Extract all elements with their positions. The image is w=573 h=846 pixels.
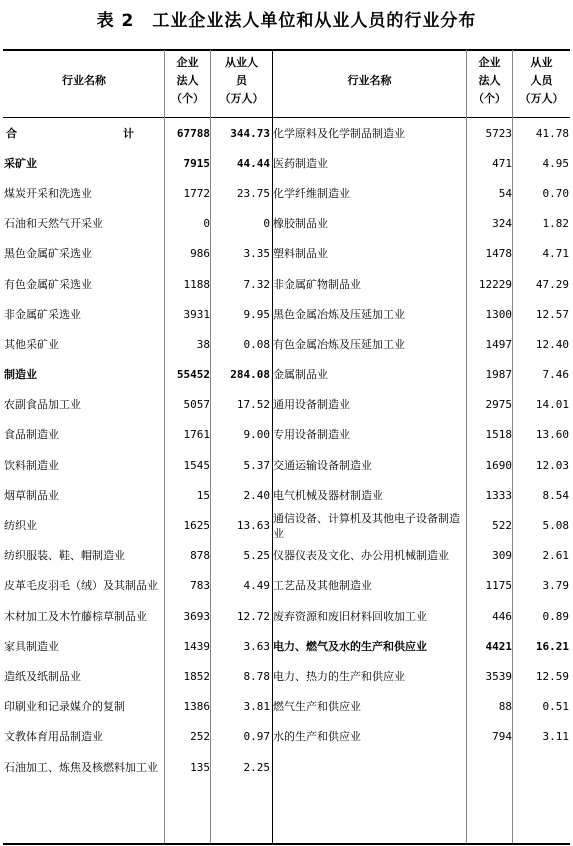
industry-name-cell: 仪器仪表及文化、办公用机械制造业	[273, 549, 449, 563]
industry-name-cell: 燃气生产和供应业	[273, 700, 361, 714]
employee-count-cell: 4.49	[243, 579, 270, 593]
table-row	[4, 178, 270, 208]
header-industry-name-left: 行业名称	[62, 74, 106, 87]
table-row	[273, 601, 569, 631]
table-row	[273, 178, 569, 208]
employee-count-cell: 7.46	[542, 368, 569, 382]
table-row	[4, 450, 270, 480]
enterprise-count-cell: 1545	[183, 458, 210, 472]
industry-name-cell: 电力、燃气及水的生产和供应业	[273, 639, 427, 653]
table-row	[273, 390, 569, 420]
enterprise-count-cell: 1175	[485, 579, 512, 593]
industry-name-cell: 印刷业和记录媒介的复制	[4, 700, 125, 714]
table-row	[4, 329, 270, 359]
table-row	[4, 480, 270, 510]
table-row	[4, 239, 270, 269]
employee-count-cell: 8.54	[542, 488, 569, 502]
enterprise-count-cell: 1690	[485, 458, 512, 472]
enterprise-count-cell: 1987	[485, 368, 512, 382]
employee-count-cell: 12.03	[535, 458, 569, 472]
employee-count-cell: 4.71	[542, 247, 569, 261]
industry-name-cell: 木材加工及木竹藤棕草制品业	[4, 609, 147, 623]
table-row	[273, 209, 569, 239]
industry-name-cell: 工艺品及其他制造业	[273, 579, 372, 593]
employee-count-cell: 1.82	[542, 217, 569, 231]
industry-name-cell: 橡胶制品业	[273, 217, 328, 231]
industry-name-cell: 煤炭开采和洗选业	[4, 186, 92, 200]
industry-name-cell: 合 计	[6, 126, 162, 140]
industry-name-cell: 烟草制品业	[4, 488, 59, 502]
table-row	[4, 269, 270, 299]
table-row	[4, 209, 270, 239]
industry-name-cell: 采矿业	[4, 156, 37, 170]
employee-count-cell: 9.95	[243, 307, 270, 321]
industry-name-cell: 石油加工、炼焦及核燃料加工业	[4, 760, 158, 774]
industry-name-cell: 皮革毛皮羽毛（绒）及其制品业	[4, 579, 158, 593]
industry-name-cell: 石油和天然气开采业	[4, 217, 103, 231]
enterprise-count-cell: 794	[492, 730, 512, 744]
enterprise-count-cell: 522	[492, 519, 512, 533]
table-row	[4, 390, 270, 420]
table-row	[273, 510, 569, 540]
industry-name-cell: 家具制造业	[4, 639, 59, 653]
industry-name-cell: 黑色金属冶炼及压延加工业	[273, 307, 405, 321]
employee-count-cell: 5.37	[243, 458, 270, 472]
table-row	[273, 722, 569, 752]
industry-name-cell: 文教体育用品制造业	[4, 730, 103, 744]
employee-count-cell: 5.08	[542, 519, 569, 533]
industry-name-cell: 有色金属矿采选业	[4, 277, 92, 291]
right-industry-table	[273, 118, 569, 752]
table-row	[4, 752, 270, 782]
table-top-rule	[3, 49, 570, 51]
table-row	[273, 631, 569, 661]
table-row	[4, 722, 270, 752]
enterprise-count-cell: 3539	[485, 669, 512, 683]
industry-name-cell: 黑色金属矿采选业	[4, 247, 92, 261]
table-row	[4, 299, 270, 329]
table-row	[4, 661, 270, 691]
employee-count-cell: 8.78	[243, 669, 270, 683]
table-row	[4, 541, 270, 571]
industry-name-cell: 其他采矿业	[4, 337, 59, 351]
enterprise-count-cell: 986	[190, 247, 210, 261]
industry-name-cell: 电气机械及器材制造业	[273, 488, 383, 502]
table-row	[273, 661, 569, 691]
employee-count-cell: 3.81	[243, 700, 270, 714]
industry-name-cell: 饮料制造业	[4, 458, 59, 472]
table-row	[4, 601, 270, 631]
industry-name-cell: 塑料制品业	[273, 247, 328, 261]
employee-count-cell: 12.59	[535, 669, 569, 683]
industry-name-cell: 纺织业	[4, 519, 37, 533]
table-title: 表 2 工业企业法人单位和从业人员的行业分布	[96, 11, 477, 31]
employee-count-cell: 0.51	[542, 700, 569, 714]
employee-count-cell: 284.08	[230, 368, 270, 382]
enterprise-count-cell: 1625	[183, 519, 210, 533]
table-row	[273, 480, 569, 510]
table-row	[273, 420, 569, 450]
enterprise-count-cell: 135	[190, 760, 210, 774]
table-row	[4, 510, 270, 540]
employee-count-cell: 12.72	[236, 609, 270, 623]
industry-name-cell: 交通运输设备制造业	[273, 458, 372, 472]
enterprise-count-cell: 5723	[485, 126, 512, 140]
industry-name-cell: 专用设备制造业	[273, 428, 350, 442]
enterprise-count-cell: 1439	[183, 639, 210, 653]
table-row	[273, 692, 569, 722]
enterprise-count-cell: 15	[196, 488, 210, 502]
industry-name-cell: 医药制造业	[273, 156, 328, 170]
employee-count-cell: 44.44	[236, 156, 270, 170]
table-row	[4, 571, 270, 601]
enterprise-count-cell: 54	[498, 186, 512, 200]
employee-count-cell: 0.70	[542, 186, 569, 200]
table-row	[273, 450, 569, 480]
enterprise-count-cell: 7915	[183, 156, 210, 170]
enterprise-count-cell: 1386	[183, 700, 210, 714]
employee-count-cell: 14.01	[535, 398, 569, 412]
enterprise-count-cell: 309	[492, 549, 512, 563]
employee-count-cell: 47.29	[535, 277, 569, 291]
table-row	[273, 571, 569, 601]
employee-count-cell: 13.63	[236, 519, 270, 533]
table-row	[4, 118, 270, 148]
enterprise-count-cell: 252	[190, 730, 210, 744]
industry-name-cell: 电力、热力的生产和供应业	[273, 669, 405, 683]
employee-count-cell: 2.61	[542, 549, 569, 563]
employee-count-cell: 12.40	[535, 337, 569, 351]
industry-name-cell: 造纸及纸制品业	[4, 669, 81, 683]
table-row	[273, 541, 569, 571]
header-enterprise-count-left: 企业 法人 （个）	[171, 56, 204, 105]
employee-count-cell: 0.89	[542, 609, 569, 623]
table-row	[273, 360, 569, 390]
industry-name-cell: 通用设备制造业	[273, 398, 350, 412]
employee-count-cell: 3.63	[243, 639, 270, 653]
table-row	[273, 329, 569, 359]
employee-count-cell: 3.35	[243, 247, 270, 261]
enterprise-count-cell: 783	[190, 579, 210, 593]
table-row	[4, 360, 270, 390]
table-row	[273, 269, 569, 299]
employee-count-cell: 23.75	[236, 186, 270, 200]
employee-count-cell: 344.73	[230, 126, 270, 140]
industry-name-cell: 农副食品加工业	[4, 398, 81, 412]
enterprise-count-cell: 12229	[478, 277, 512, 291]
header-employee-count-left: 从业人 员 （万人）	[219, 56, 264, 105]
enterprise-count-cell: 88	[498, 700, 512, 714]
enterprise-count-cell: 1772	[183, 186, 210, 200]
industry-name-cell: 非金属矿采选业	[4, 307, 81, 321]
enterprise-count-cell: 1188	[183, 277, 210, 291]
enterprise-count-cell: 67788	[176, 126, 210, 140]
industry-name-cell: 非金属矿物制品业	[273, 277, 361, 291]
enterprise-count-cell: 0	[203, 217, 210, 231]
enterprise-count-cell: 324	[492, 217, 512, 231]
industry-name-cell: 通信设备、计算机及其他电子设备制造业	[273, 511, 460, 540]
enterprise-count-cell: 1497	[485, 337, 512, 351]
employee-count-cell: 3.79	[542, 579, 569, 593]
enterprise-count-cell: 55452	[176, 368, 210, 382]
industry-name-cell: 纺织服装、鞋、帽制造业	[4, 549, 125, 563]
industry-name-cell: 金属制品业	[273, 368, 328, 382]
employee-count-cell: 0.08	[243, 337, 270, 351]
enterprise-count-cell: 3693	[183, 609, 210, 623]
enterprise-count-cell: 471	[492, 156, 512, 170]
industry-name-cell: 有色金属冶炼及压延加工业	[273, 337, 405, 351]
enterprise-count-cell: 5057	[183, 398, 210, 412]
table-row	[273, 148, 569, 178]
industry-name-cell: 制造业	[4, 368, 37, 382]
table-row	[273, 299, 569, 329]
industry-name-cell: 废弃资源和废旧材料回收加工业	[273, 609, 427, 623]
employee-count-cell: 2.25	[243, 760, 270, 774]
enterprise-count-cell: 2975	[485, 398, 512, 412]
enterprise-count-cell: 446	[492, 609, 512, 623]
employee-count-cell: 7.32	[243, 277, 270, 291]
enterprise-count-cell: 1300	[485, 307, 512, 321]
industry-name-cell: 化学原料及化学制品制造业	[273, 126, 405, 140]
employee-count-cell: 13.60	[535, 428, 569, 442]
enterprise-count-cell: 4421	[485, 639, 512, 653]
employee-count-cell: 12.57	[535, 307, 569, 321]
left-industry-table	[4, 118, 270, 782]
enterprise-count-cell: 1333	[485, 488, 512, 502]
employee-count-cell: 3.11	[542, 730, 569, 744]
header-employee-count-right: 从业 人员 （万人）	[519, 56, 564, 105]
employee-count-cell: 17.52	[236, 398, 270, 412]
employee-count-cell: 0	[263, 217, 270, 231]
header-enterprise-count-right: 企业 法人 （个）	[473, 56, 506, 105]
enterprise-count-cell: 878	[190, 549, 210, 563]
table-row	[4, 631, 270, 661]
employee-count-cell: 5.25	[243, 549, 270, 563]
enterprise-count-cell: 1478	[485, 247, 512, 261]
employee-count-cell: 16.21	[535, 639, 569, 653]
table-row	[4, 148, 270, 178]
employee-count-cell: 2.40	[243, 488, 270, 502]
enterprise-count-cell: 38	[196, 337, 210, 351]
table-row	[4, 692, 270, 722]
employee-count-cell: 4.95	[542, 156, 569, 170]
employee-count-cell: 9.00	[243, 428, 270, 442]
enterprise-count-cell: 1761	[183, 428, 210, 442]
table-bottom-rule	[3, 843, 570, 845]
enterprise-count-cell: 1852	[183, 669, 210, 683]
industry-name-cell: 食品制造业	[4, 428, 59, 442]
enterprise-count-cell: 3931	[183, 307, 210, 321]
employee-count-cell: 0.97	[243, 730, 270, 744]
table-row	[273, 239, 569, 269]
industry-name-cell: 水的生产和供应业	[273, 730, 361, 744]
table-row	[273, 118, 569, 148]
table-row	[4, 420, 270, 450]
industry-name-cell: 化学纤维制造业	[273, 186, 350, 200]
employee-count-cell: 41.78	[535, 126, 569, 140]
enterprise-count-cell: 1518	[485, 428, 512, 442]
header-industry-name-right: 行业名称	[347, 74, 392, 87]
